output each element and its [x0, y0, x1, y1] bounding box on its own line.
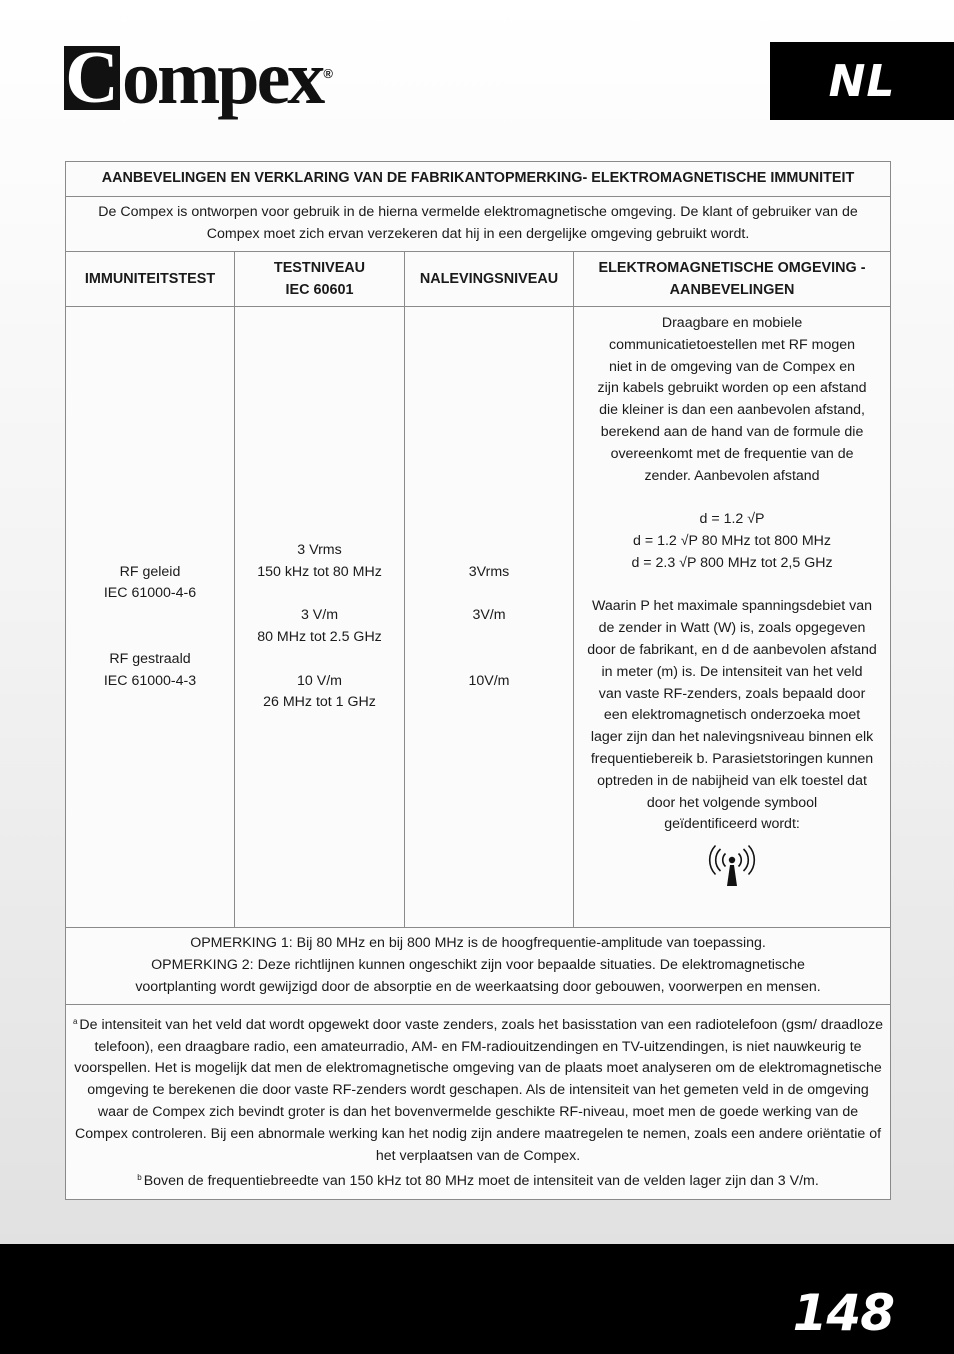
header-environment-line2: AANBEVELINGEN: [669, 282, 795, 298]
header-test-level: [235, 252, 405, 307]
footnote-b: [72, 1167, 884, 1193]
env-line: Waarin P het maximale spanningsdebiet van: [592, 598, 872, 615]
formula-line: d = 2.3 √P 800 MHz tot 2,5 GHz: [631, 554, 833, 571]
formula-line: d = 1.2 √P 80 MHz tot 800 MHz: [633, 532, 831, 549]
footnote-a-mark: a: [72, 1016, 78, 1026]
environment-para2: [580, 596, 884, 836]
env-line: in meter (m) is. De intensiteit van het veld: [601, 663, 863, 680]
env-line: overeenkomt met de frequentie van de: [610, 445, 854, 462]
compliance-3vm: 3V/m: [472, 607, 506, 624]
page-number: 148: [792, 1284, 894, 1342]
compliance-10vm: 10V/m: [468, 672, 510, 689]
test-rf-conducted-standard: IEC 61000-4-6: [103, 585, 197, 602]
test-rf-conducted: RF geleid: [119, 563, 181, 580]
footnotes-cell: [66, 1005, 891, 1200]
table-title: AANBEVELINGEN EN VERKLARING VAN DE FABRIKANTOPMERKING- ELEKTROMAGNETISCHE IMMUNITEIT: [66, 162, 891, 197]
level-vrms-range: 150 kHz tot 80 MHz: [257, 563, 382, 580]
env-line: geïdentificeerd wordt:: [664, 816, 800, 833]
level-3vm-range: 80 MHz tot 2.5 GHz: [257, 629, 382, 645]
notes-cell: [66, 928, 891, 1005]
registered-mark: ®: [323, 66, 333, 81]
emc-immunity-table: [65, 161, 891, 1200]
env-line: Draagbare en mobiele: [661, 315, 803, 331]
header-compliance-level: NALEVINGSNIVEAU: [405, 252, 574, 307]
compliance-level-cell: [405, 307, 574, 928]
header-test-level-line1: TESTNIVEAU: [273, 260, 366, 276]
env-line: berekend aan de hand van de formule die: [600, 423, 864, 440]
language-tab: NL: [770, 42, 954, 120]
logo-initial: C: [65, 46, 119, 110]
env-line: een elektromagnetisch onderzoeka moet: [603, 707, 861, 724]
immunity-test-cell: [66, 307, 235, 928]
env-line: niet in de omgeving van de Compex en: [608, 358, 856, 375]
logo-wordmark: ompex: [122, 36, 323, 120]
compliance-vrms: 3Vrms: [468, 563, 510, 580]
header-environment: [574, 252, 891, 307]
note-1: OPMERKING 1: Bij 80 MHz en bij 800 MHz is de hoogfrequentie-amplitude van toepassing.: [190, 935, 766, 952]
footer-band: [0, 1244, 954, 1354]
footnote-a-text: De intensiteit van het veld dat wordt opgewekt door vaste zenders, zoals het basisstation van een radiotelefoon (gsm/ draadloze telefoon), een draagbare radio, een amateurradio, AM- en FM-radiouitzendingen en TV-uitzendingen, is niet nauwkeurig te voorspellen. Het is mogelijk dat men de elektromagnetische omgeving van de plaats moet analyseren om de elektromagnetische omgeving te berekenen die door vaste RF-zenders wordt geschapen. Als de intensiteit van het gemeten veld in de omgeving waar de Compex zich bevindt groter is dan het bovenvermelde geschikte RF-niveau, moet men de goede werking van de Compex controleren. Bij een abnormale werking kan het nodig zijn andere maatregelen te nemen, zoals een andere oriëntatie of het verplaatsen van de Compex.: [74, 1016, 884, 1164]
formula-line: d = 1.2 √P: [699, 511, 765, 528]
table-intro: De Compex is ontworpen voor gebruik in de hierna vermelde elektromagnetische omgeving. De klant of gebruiker van de Compex moet zich ervan verzekeren dat hij in een dergelijke omgeving gebruikt wordt.: [66, 197, 891, 252]
non-ionizing-radiation-icon: [708, 844, 756, 888]
footnote-a: [72, 1011, 884, 1168]
env-line: door het volgende symbool: [646, 794, 818, 811]
environment-cell: [574, 307, 891, 928]
header-test-level-line2: IEC 60601: [285, 282, 354, 298]
level-10vm: 10 V/m: [297, 672, 342, 689]
env-line: van vaste RF-zenders, zoals bepaald door: [598, 685, 866, 702]
footnote-b-text: Boven de frequentiebreedte van 150 kHz tot 80 MHz moet de intensiteit van de velden lager zijn dan 3 V/m.: [143, 1173, 819, 1190]
env-line: optreden in de nabijheid van elk toestel dat: [597, 772, 867, 789]
test-rf-radiated: RF gestraald: [109, 650, 191, 667]
env-line: die kleiner is dan een aanbevolen afstand,: [599, 402, 865, 419]
level-10vm-range: 26 MHz tot 1 GHz: [263, 694, 376, 711]
level-3vm: 3 V/m: [300, 607, 339, 624]
header-immunity-test: IMMUNITEITSTEST: [66, 252, 235, 307]
test-rf-radiated-standard: IEC 61000-4-3: [103, 672, 197, 689]
env-line: door de fabrikant, en d de aanbevolen afstand: [587, 641, 877, 658]
level-vrms: 3 Vrms: [297, 541, 342, 558]
env-line: lager zijn dan het nalevingsniveau binnen elk: [590, 729, 874, 746]
note-2: OPMERKING 2: Deze richtlijnen kunnen ongeschikt zijn voor bepaalde situaties. De elektromagnetische voortplanting wordt gewijzigd door de absorptie en de weerkaatsing door gebouwen, voorwerpen en mensen.: [135, 957, 821, 995]
env-line: zender. Aanbevolen afstand: [644, 467, 820, 484]
header-environment-line1: ELEKTROMAGNETISCHE OMGEVING -: [598, 260, 866, 276]
environment-para1: [580, 313, 884, 487]
environment-formulas: [580, 509, 884, 574]
env-line: de zender in Watt (W) is, zoals opgegeven: [598, 620, 866, 637]
env-line: frequentiebereik b. Parasietstoringen kunnen: [590, 750, 874, 767]
footnote-b-mark: b: [137, 1173, 142, 1183]
env-line: communicatietoestellen met RF mogen: [609, 336, 856, 353]
compex-logo: [64, 36, 333, 120]
env-line: zijn kabels gebruikt worden op een afstand: [597, 380, 867, 397]
test-level-cell: [235, 307, 405, 928]
